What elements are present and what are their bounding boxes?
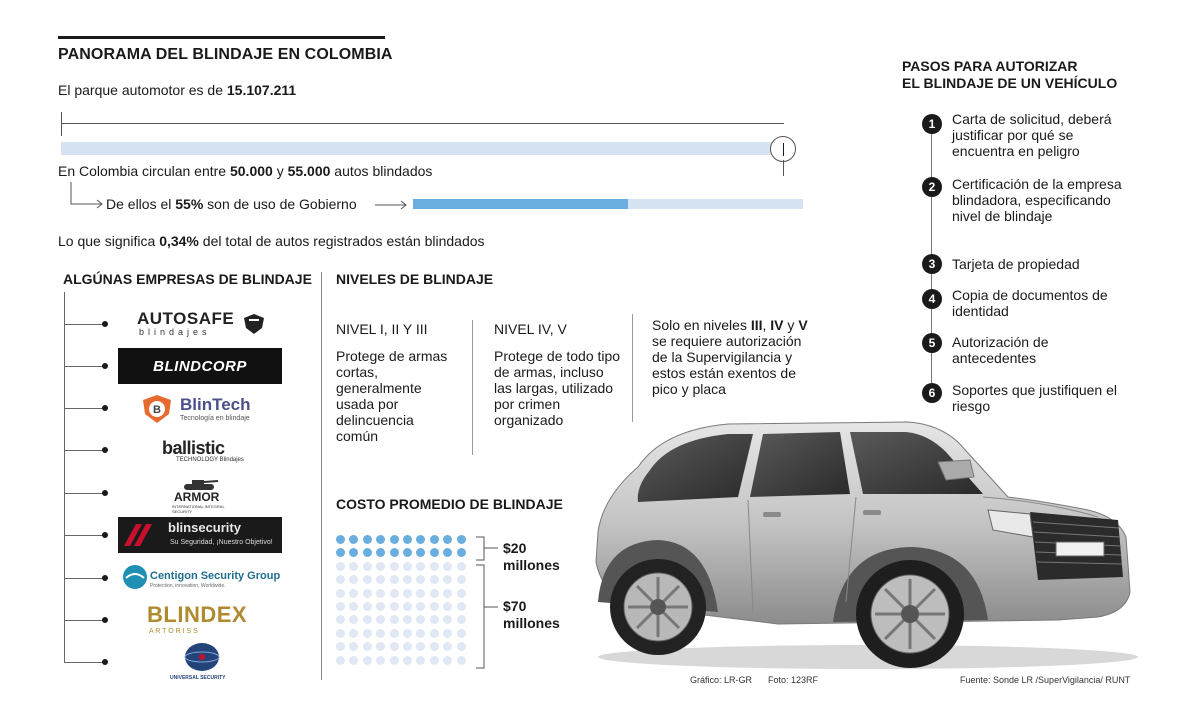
cost-label-1-value: $20: [503, 540, 527, 556]
logo-autosafe: [135, 308, 275, 340]
branch-6: [64, 535, 106, 536]
cost-dot: [336, 629, 345, 638]
levels-note-v: V: [798, 317, 808, 333]
logo-autosafe-sub: blindajes: [139, 327, 211, 337]
cost-dot-highlight: [336, 548, 345, 557]
circulan-value-2: 55.000: [287, 163, 331, 179]
cost-dot: [349, 562, 358, 571]
steps-title-line-1: PASOS PARA AUTORIZAR: [902, 58, 1078, 74]
levels-note-sep-2: y: [783, 317, 799, 333]
cost-dot: [376, 602, 385, 611]
logo-universal-main: UNIVERSAL SECURITY: [170, 675, 226, 681]
logo-centigon-sub: Protection, innovation, Worldwide.: [150, 583, 226, 589]
cost-dot: [416, 575, 425, 584]
branch-dot-8: [102, 617, 108, 623]
levels-note-sep-1: ,: [762, 317, 771, 333]
cost-dot-highlight: [376, 548, 385, 557]
step-number-5: 5: [922, 333, 942, 353]
cost-dot: [336, 562, 345, 571]
cost-dot: [457, 589, 466, 598]
cost-dot: [416, 656, 425, 665]
cost-dot-highlight: [376, 535, 385, 544]
branch-4: [64, 450, 106, 451]
logo-armor-sub: INTERNATIONAL INTEGRAL SECURITY: [172, 504, 225, 514]
branch-2: [64, 366, 106, 367]
cost-dot: [376, 562, 385, 571]
level-2-desc: Protege de todo tipo de armas, incluso las largas, utilizado por crimen organizado: [494, 348, 621, 428]
branch-7: [64, 578, 106, 579]
cost-label-2-value: $70: [503, 598, 527, 614]
cost-dot: [363, 615, 372, 624]
cost-title: COSTO PROMEDIO DE BLINDAJE: [336, 496, 563, 512]
cost-dot: [376, 642, 385, 651]
cost-dot: [416, 602, 425, 611]
cost-dot-highlight: [363, 548, 372, 557]
branch-dot-3: [102, 405, 108, 411]
gobierno-bar-fill: [413, 199, 628, 209]
step-number-3: 3: [922, 254, 942, 274]
cost-dot: [390, 656, 399, 665]
cost-dot: [336, 602, 345, 611]
logo-blinsecurity-main: blinsecurity: [168, 520, 241, 535]
cost-dot: [336, 575, 345, 584]
logo-ballistic-main: ballistic: [162, 438, 225, 458]
cost-dot-highlight: [390, 548, 399, 557]
levels-title: NIVELES DE BLINDAJE: [336, 271, 494, 287]
branch-1: [64, 324, 106, 325]
logo-blinsecurity-sub: Su Seguridad, ¡Nuestro Objetivo!: [170, 539, 273, 546]
cost-dot: [430, 562, 439, 571]
logo-blindex-main: BLINDEX: [147, 602, 248, 627]
cost-dot: [363, 629, 372, 638]
cost-label-1: [503, 540, 560, 574]
cost-dot: [376, 656, 385, 665]
levels-note-post: se requiere autorización de la Supervigilancia y estos están exentos de pico y placa: [652, 333, 802, 397]
logo-blindcorp: [118, 348, 282, 384]
cost-dot: [363, 656, 372, 665]
branch-dot-9: [102, 659, 108, 665]
cost-dot: [390, 589, 399, 598]
cost-dot: [349, 615, 358, 624]
cost-dot: [443, 615, 452, 624]
cost-dot-highlight: [430, 548, 439, 557]
parque-label: El parque automotor es de: [58, 82, 227, 98]
branch-dot-6: [102, 532, 108, 538]
cost-dot: [416, 615, 425, 624]
cost-dot: [457, 602, 466, 611]
marker-line: [783, 160, 784, 176]
step-text-4: Copia de documentos de identidad: [952, 287, 1108, 319]
cost-dot-highlight: [403, 548, 412, 557]
cost-dot: [376, 575, 385, 584]
cost-dot: [403, 602, 412, 611]
cost-dot: [403, 629, 412, 638]
branch-dot-5: [102, 490, 108, 496]
cost-dot: [363, 575, 372, 584]
cost-dot: [363, 562, 372, 571]
cost-dot: [403, 656, 412, 665]
circulan-label: En Colombia circulan entre: [58, 163, 230, 179]
cost-dot-highlight: [336, 535, 345, 544]
cost-dot-grid: [336, 535, 471, 670]
gobierno-label: De ellos el: [106, 196, 176, 212]
grafico-credit: Gráfico: LR-GR: [690, 675, 753, 685]
cost-dot: [430, 656, 439, 665]
universal-globe-icon: [182, 642, 222, 674]
cost-dot: [390, 602, 399, 611]
steps-title-line-2: EL BLINDAJE DE UN VEHÍCULO: [902, 75, 1118, 91]
cost-brackets: [474, 535, 502, 671]
parque-value: 15.107.211: [226, 82, 297, 98]
svg-text:B: B: [153, 404, 161, 416]
step-number-2: 2: [922, 177, 942, 197]
cost-dot: [403, 562, 412, 571]
cost-dot: [363, 589, 372, 598]
cost-dot: [416, 642, 425, 651]
cost-dot: [349, 629, 358, 638]
cost-dot: [336, 642, 345, 651]
level-2-title: NIVEL IV, V: [494, 321, 567, 337]
cost-dot: [390, 642, 399, 651]
step-number-1: 1: [922, 114, 942, 134]
significa-text: [58, 233, 485, 249]
step-number-6: 6: [922, 383, 942, 403]
step-number-4: 4: [922, 289, 942, 309]
circulan-post: autos blindados: [330, 163, 433, 179]
page-title: PANORAMA DEL BLINDAJE EN COLOMBIA: [58, 46, 393, 63]
step-text-6: Soportes que justifiquen el riesgo: [952, 382, 1117, 414]
cost-dot: [376, 615, 385, 624]
branch-dot-4: [102, 447, 108, 453]
levels-note-pre: Solo en niveles: [652, 317, 751, 333]
logo-ballistic: [160, 434, 260, 470]
bar-top-line: [61, 123, 784, 124]
cost-dot: [443, 629, 452, 638]
cost-dot: [390, 562, 399, 571]
cost-dot-highlight: [349, 535, 358, 544]
cost-label-2: [503, 598, 560, 632]
cost-dot: [349, 575, 358, 584]
levels-note: [652, 317, 817, 397]
cost-dot: [403, 575, 412, 584]
logo-centigon: [120, 563, 290, 593]
branch-dot-2: [102, 363, 108, 369]
cost-dot: [336, 615, 345, 624]
cost-dot: [403, 589, 412, 598]
cost-dot: [457, 615, 466, 624]
significa-label: Lo que significa: [58, 233, 160, 249]
marker-circle: [770, 136, 796, 162]
cost-dot: [443, 575, 452, 584]
cost-dot-highlight: [390, 535, 399, 544]
cost-dot-highlight: [349, 548, 358, 557]
cost-dot: [430, 629, 439, 638]
circulan-value-1: 50.000: [229, 163, 273, 179]
cost-dot-highlight: [363, 535, 372, 544]
step-text-5: Autorización de antecedentes: [952, 334, 1049, 366]
parque-text: [58, 82, 296, 98]
arrow-right-icon: [374, 198, 408, 212]
logo-blinsecurity: [118, 517, 282, 553]
companies-tree-line: [64, 292, 65, 662]
step-text-2: Certificación de la empresa blindadora, especificando nivel de blindaje: [952, 176, 1122, 224]
logo-armor-main: ARMOR: [174, 490, 220, 504]
cost-dot: [376, 629, 385, 638]
step-text-3: Tarjeta de propiedad: [952, 256, 1080, 272]
cost-dot: [457, 656, 466, 665]
foto-credit: Foto: 123RF: [768, 675, 819, 685]
shield-icon: [243, 313, 265, 335]
cost-dot-highlight: [457, 535, 466, 544]
cost-dot: [443, 589, 452, 598]
logo-autosafe-main: AUTOSAFE: [137, 309, 235, 328]
level-1-title: NIVEL I, II Y III: [336, 321, 428, 337]
blintech-shield-icon: [140, 393, 174, 425]
branch-3: [64, 408, 106, 409]
gobierno-post: son de uso de Gobierno: [203, 196, 357, 212]
companies-title: ALGÚNAS EMPRESAS DE BLINDAJE: [63, 271, 312, 287]
bar-start-tick: [61, 112, 62, 136]
cost-dot: [443, 602, 452, 611]
stripes-icon: [122, 522, 162, 548]
cost-dot: [416, 562, 425, 571]
gobierno-text: [106, 196, 357, 212]
cost-dot: [363, 602, 372, 611]
steps-title: [902, 58, 1117, 92]
logo-blintech-main: BlinTech: [180, 395, 251, 414]
logo-ballistic-sub: TECHNOLOGY Blindajes: [176, 457, 244, 463]
level-1-desc: Protege de armas cortas, generalmente usada por delincuencia común: [336, 348, 448, 444]
logo-universal-security: [166, 642, 246, 686]
branch-dot-1: [102, 321, 108, 327]
logo-centigon-main: Centigon Security Group: [150, 570, 281, 582]
cost-dot-highlight: [416, 535, 425, 544]
cost-dot: [349, 589, 358, 598]
step-text-1: Carta de solicitud, deberá justificar por qué se encuentra en peligro: [952, 111, 1112, 159]
cost-dot: [443, 642, 452, 651]
cost-label-1-unit: millones: [503, 557, 560, 573]
cost-dot: [390, 615, 399, 624]
title-rule: [58, 36, 385, 39]
cost-dot: [430, 589, 439, 598]
cost-dot: [336, 656, 345, 665]
globe-icon: [122, 564, 148, 590]
elbow-arrow-icon: [66, 180, 108, 210]
cost-dot: [430, 575, 439, 584]
cost-dot: [457, 575, 466, 584]
gobierno-value: 55%: [175, 196, 204, 212]
cost-dot: [457, 629, 466, 638]
cost-dot-highlight: [416, 548, 425, 557]
gobierno-bar: [413, 199, 803, 209]
branch-9: [64, 662, 106, 663]
logo-armor: [168, 478, 238, 514]
cost-dot: [376, 589, 385, 598]
logo-blindcorp-main: BLINDCORP: [153, 357, 247, 375]
fuente-credit: Fuente: Sonde LR /SuperVigilancia/ RUNT: [960, 675, 1131, 685]
cost-dot: [403, 642, 412, 651]
logo-blintech-sub: Tecnología en blindaje: [180, 415, 250, 422]
cost-dot-highlight: [403, 535, 412, 544]
cost-dot-highlight: [457, 548, 466, 557]
logo-blintech: [138, 391, 278, 427]
cost-dot: [443, 562, 452, 571]
cost-dot: [430, 642, 439, 651]
cost-dot-highlight: [443, 548, 452, 557]
cost-dot: [416, 629, 425, 638]
levels-note-iv: IV: [770, 317, 784, 333]
cost-dot: [390, 575, 399, 584]
cost-dot: [349, 656, 358, 665]
branch-5: [64, 493, 106, 494]
levels-note-iii: III: [750, 317, 763, 333]
cost-dot: [443, 656, 452, 665]
cost-dot: [430, 615, 439, 624]
circulan-mid: y: [272, 163, 288, 179]
levels-divider-1: [472, 320, 473, 455]
significa-value: 0,34%: [159, 233, 199, 249]
logo-blindex-sub: A R T O R I S S: [149, 628, 198, 635]
column-divider: [321, 272, 322, 680]
cost-dot: [416, 589, 425, 598]
cost-dot: [349, 602, 358, 611]
cost-dot: [457, 642, 466, 651]
cost-dot: [363, 642, 372, 651]
circulan-text: [58, 163, 432, 179]
logo-blindex: [145, 602, 265, 638]
parque-bar: [61, 142, 774, 155]
cost-dot: [457, 562, 466, 571]
cost-dot: [430, 602, 439, 611]
branch-8: [64, 620, 106, 621]
cost-dot: [403, 615, 412, 624]
cost-dot: [349, 642, 358, 651]
cost-dot-highlight: [430, 535, 439, 544]
cost-dot-highlight: [443, 535, 452, 544]
cost-dot: [390, 629, 399, 638]
suv-car-image: [578, 402, 1146, 672]
cost-label-2-unit: millones: [503, 615, 560, 631]
cost-dot: [336, 589, 345, 598]
branch-dot-7: [102, 575, 108, 581]
significa-post: del total de autos registrados están blindados: [198, 233, 485, 249]
